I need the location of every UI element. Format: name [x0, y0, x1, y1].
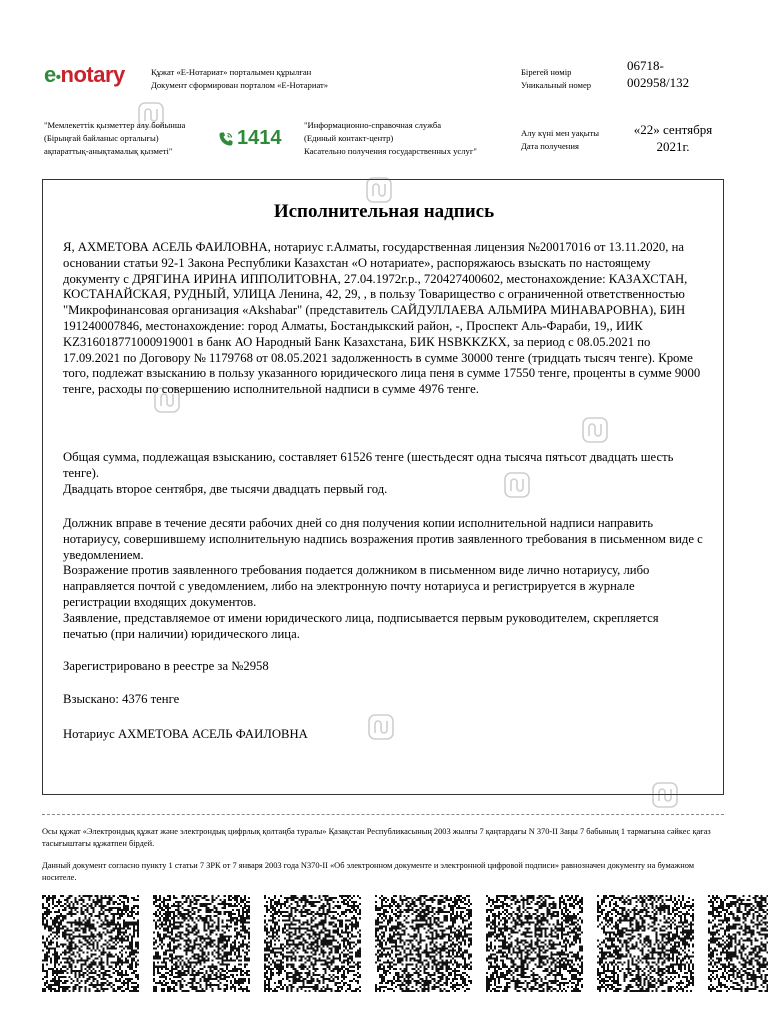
- service-caption-ru: "Информационно-справочная служба (Единый контакт-центр) Касательно получения государственных услуг": [304, 120, 477, 156]
- service-caption-kz: "Мемлекеттік қызметтер алу бойынша (Бірыңғай байланыс орталығы) ақпараттық-анықтамалық қызметі": [44, 120, 186, 156]
- qr-code-row: [42, 895, 768, 992]
- receipt-date-label: Алу күні мен уақыты Дата получения: [521, 128, 600, 151]
- qr-code-6: [597, 895, 694, 992]
- registry-line: Зарегистрировано в реестре за №2958: [63, 659, 269, 673]
- unique-number-value: 06718- 002958/132: [627, 58, 690, 90]
- collected-line: Взыскано: 4376 тенге: [63, 692, 180, 706]
- portal-caption: Құжат «Е-Нотариат» порталымен құрылған Документ сформирован порталом «Е-Нотариат»: [151, 67, 329, 90]
- qr-code-3: [264, 895, 361, 992]
- ornament-watermark: [580, 415, 610, 445]
- legal-note-ru: Данный документ согласно пункту 1 статьи 7 ЗРК от 7 января 2003 года N370-II «Об электронном документе и электронной цифровой подписи» равнозначен документу на бумажном носителе.: [42, 861, 695, 882]
- objection-rights-paragraph: Должник вправе в течение десяти рабочих дней со дня получения копии исполнительной надписи направить нотариусу, совершившему исполнительную надпись возражения против заявленного требования в письменном виде с уведомлением. Возражение против заявленного требования подается должником в письменном виде лично нотариусу, либо направляется почтой с уведомлением, либо на электронную почту нотариуса и регистрируется в журнале регистрации входящих документов. Заявление, представляемое от имени юридического лица, подписывается первым руководителем, скрепляется печатью (при наличии) юридического лица.: [63, 516, 703, 641]
- total-amount-paragraph: Общая сумма, подлежащая взысканию, составляет 61526 тенге (шестьдесят одна тысяча пятьсот двадцать шесть тенге). Двадцать второе сентября, две тысячи двадцать первый год.: [63, 450, 674, 496]
- footer-divider: [42, 814, 724, 815]
- contact-center-phone: 1414: [218, 127, 282, 150]
- qr-code-5: [486, 895, 583, 992]
- qr-code-4: [375, 895, 472, 992]
- enotary-logo: e•notary: [44, 62, 125, 87]
- main-paragraph: Я, АХМЕТОВА АСЕЛЬ ФАИЛОВНА, нотариус г.Алматы, государственная лицензия №20017016 от 13.11.2020, на основании статьи 92-1 Закона Республики Казахстан «О нотариате», распоряжаюсь взыскать по настоящему документу с ДРЯГИНА ИРИНА ИППОЛИТОВНА, 27.04.1972г.р., 720427400602, местонахождение: КАЗАХСТАН, КОСТАНАЙСКАЯ, РУДНЫЙ, УЛИЦА Ленина, 42, 29, , в пользу Товарищество с ограниченной ответственностью "Микрофинансовая организация «Akshabar" (представитель САЙДУЛЛАЕВА АЛЬМИРА МИНАВАРОВНА), БИН 191240007846, местонахождение: город Алматы, Бостандыкский район, -, Проспект Аль-Фараби, 19,, ИИК KZ316018771000919001 в банк АО Народный Банк Казахстана, БИК HSBKKZKX, за период с 08.05.2021 по 17.09.2021 по Договору № 1179768 от 08.05.2021 задолженность в сумме 30000 тенге (тридцать тысяч тенге). Кроме того, подлежат взысканию в пользу указанного юридического лица пеня в сумме 17550 тенге, проценты в сумме 9000 тенге, расходы по совершению исполнительной надписи в сумме 4976 тенге.: [63, 240, 701, 397]
- qr-code-1: [42, 895, 139, 992]
- qr-code-2: [153, 895, 250, 992]
- ornament-watermark: [136, 100, 166, 130]
- qr-code-7: [708, 895, 768, 992]
- legal-note-kz: Осы құжат «Электрондық құжат және электрондық цифрлық қолтаңба туралы» Қазақстан Республикасының 2003 жылғы 7 қаңтардағы N 370-II Заңы 7 бабының 1 тармағына сәйкес қағаз тасығыштағы құжатпен бірдей.: [42, 827, 711, 848]
- ornament-watermark: [650, 780, 680, 810]
- receipt-date-value: «22» сентября 2021г.: [633, 122, 713, 154]
- document-title: Исполнительная надпись: [273, 201, 495, 222]
- phone-icon: [218, 131, 234, 147]
- unique-number-label: Бірегей нөмір Уникальный номер: [521, 67, 592, 90]
- notary-signature-line: Нотариус АХМЕТОВА АСЕЛЬ ФАИЛОВНА: [63, 727, 308, 741]
